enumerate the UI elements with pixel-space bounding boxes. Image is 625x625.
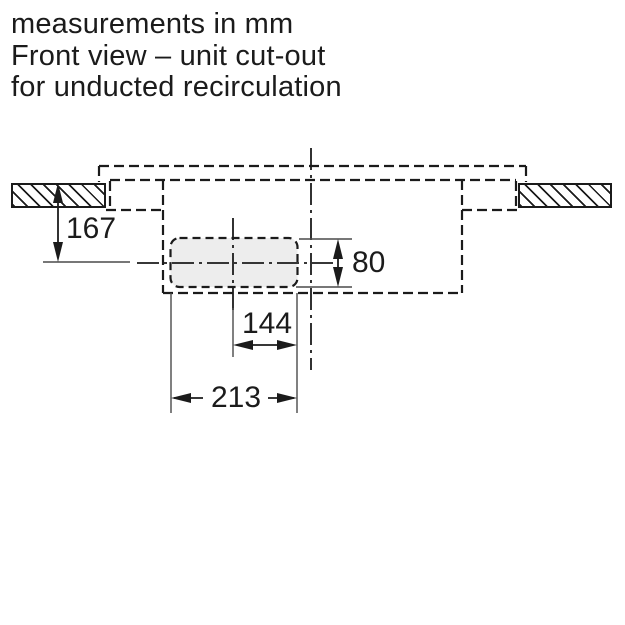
dimension-label-80: 80	[352, 246, 386, 279]
arrow-up-icon	[53, 183, 63, 203]
arrow-up-icon	[333, 239, 343, 259]
arrow-down-icon	[53, 242, 63, 262]
unit-outline	[99, 166, 526, 293]
dimension-label-144: 144	[241, 307, 293, 340]
title-line-mode: for unducted recirculation	[11, 71, 342, 103]
title-line-units: measurements in mm	[11, 8, 294, 40]
dimension-label-213: 213	[210, 381, 262, 414]
dimension-144	[233, 340, 297, 350]
dimension-167	[53, 183, 63, 262]
arrow-left-icon	[233, 340, 253, 350]
dimension-80	[333, 239, 343, 287]
dimension-label-167: 167	[66, 212, 117, 245]
arrow-right-icon	[277, 340, 297, 350]
arrow-down-icon	[333, 267, 343, 287]
title-line-view: Front view – unit cut-out	[11, 39, 326, 72]
arrow-left-icon	[171, 393, 191, 403]
arrow-right-icon	[277, 393, 297, 403]
